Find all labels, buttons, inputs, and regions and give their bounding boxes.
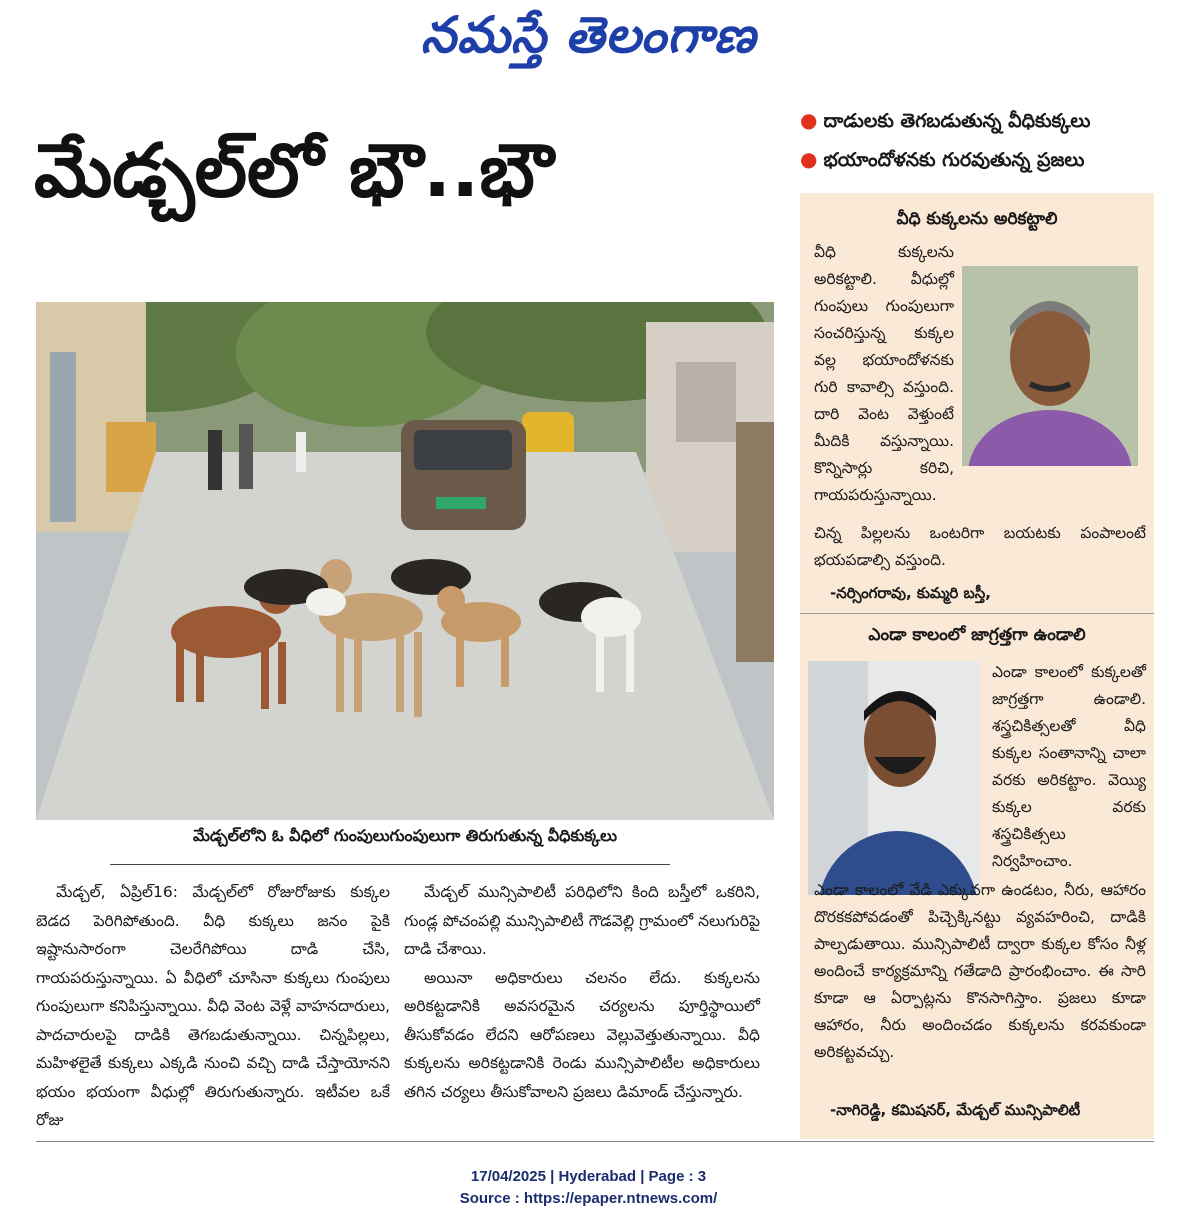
newspaper-masthead: నమస్తే తెలంగాణ bbox=[420, 6, 757, 64]
page-headline: మేడ్చల్‌లో భౌ..భౌ bbox=[34, 128, 554, 214]
sidebar-signature: -నాగిరెడ్డి, కమిషనర్, మేడ్చల్ మున్సిపాలిటీ bbox=[830, 1101, 1081, 1119]
sidebar-quote-continued: ఎండా కాలంలో వేడి ఎక్కువగా ఉండటం, నీరు, ఆహారం దొరకకపోవడంతో పిచ్చెక్కినట్టు వ్యవహరించి, దాడికి పాల్పడుతాయి. మున్సిపాలిటీ ద్వారా కుక్కల కోసం నీళ్ల అందించే కార్యక్రమాన్ని గతేడాది ప్రారంభించాం. ఈ సారి కూడా ఆ ఏర్పాట్లను కొనసాగిస్తాం. ప్రజలు కూడా ఆహారం, నీరు అందించడం కుక్కలను కరవకుండా అరికట్టవచ్చు. bbox=[814, 881, 1146, 1061]
photo-caption: మేడ్చల్‌లోని ఓ వీధిలో గుంపులుగుంపులుగా తిరుగుతున్న వీధికుక్కలు bbox=[192, 826, 618, 845]
article-column-2 bbox=[404, 878, 760, 1106]
highlight-bullet: ● దాడులకు తెగబడుతున్న వీధికుక్కలు bbox=[800, 108, 1091, 132]
footer-source-link[interactable]: Source : https://epaper.ntnews.com/ bbox=[459, 1190, 718, 1207]
sidebar-divider bbox=[800, 613, 1154, 614]
sidebar-quote-continued: చిన్న పిల్లలను ఒంటరిగా బయటకు పంపాలంటే భయపడాల్సి వస్తుంది. bbox=[814, 524, 1146, 569]
commissioner-photo bbox=[808, 661, 980, 895]
article-column-1 bbox=[36, 878, 390, 1135]
bullet-dot-icon: ● bbox=[800, 108, 818, 132]
sidebar-quote: ఎండా కాలంలో కుక్కలతో జాగ్రత్తగా ఉండాలి. శస్త్రచికిత్సలతో వీధి కుక్కల సంతానాన్ని చాలా వరకు అరికట్టాం. వెయ్యి కుక్కల వరకు శస్త్రచికిత్సలు నిర్వహించాం. bbox=[992, 663, 1146, 870]
article-paragraph: మేడ్చల్ మున్సిపాలిటీ పరిధిలోని కింది బస్తీలో ఒకరిని, గుండ్ల పోచంపల్లి మున్సిపాలిటీ గౌడవెల్లి గ్రామంలో నలుగురిపై దాడి చేశాయి. bbox=[404, 883, 760, 958]
citizen-photo bbox=[962, 266, 1138, 466]
sidebar-heading: ఎండా కాలంలో జాగ్రత్తగా ఉండాలి bbox=[868, 625, 1086, 645]
street-dogs-photo bbox=[36, 302, 774, 820]
bullet-dot-icon: ● bbox=[800, 147, 818, 171]
sidebar-quote: వీధి కుక్కలను అరికట్టాలి. వీధుల్లో గుంపులు గుంపులుగా సంచరిస్తున్న కుక్కల వల్ల భయాందోళనకు గురి కావాల్సి వస్తుంది. దారి వెంట వెళ్తుంటే మీదికి వస్తున్నాయి. కొన్నిసార్లు కరిచి, గాయపరుస్తున్నాయి. bbox=[814, 243, 954, 504]
highlight-bullet: ● భయాందోళనకు గురవుతున్న ప్రజలు bbox=[800, 147, 1085, 171]
article-paragraph: మేడ్చల్, ఏప్రిల్16: మేడ్చల్‌లో రోజురోజుకు కుక్కల బెడద పెరిగిపోతుంది. వీధి కుక్కలు జనం పైకి ఇష్టానుసారంగా చెలరేగిపోయి దాడి చేసి, గాయపరుస్తున్నాయి. ఏ వీధిలో చూసినా కుక్కలు గుంపులు గుంపులుగా కనిపిస్తున్నాయి. వీధి వెంట వెళ్లే వాహనదారులు, పాదచారులపై దాడికి తెగబడుతున్నాయి. చిన్నపిల్లలు, మహిళలైతే కుక్కలు ఎక్కడి నుంచి వచ్చి దాడి చేస్తాయోనని భయం భయంగా వీధుల్లో తిరుగుతున్నారు. ఇటీవల ఒకే రోజు bbox=[36, 883, 390, 1129]
caption-divider bbox=[110, 864, 670, 865]
footer-date-edition: 17/04/2025 | Hyderabad | Page : 3 bbox=[470, 1168, 707, 1185]
article-paragraph: అయినా అధికారులు చలనం లేదు. కుక్కలను అరికట్టడానికి అవసరమైన చర్యలను పూర్తిస్థాయిలో తీసుకోవడం లేదని ఆరోపణలు వెల్లువెత్తుతున్నాయి. వీధి కుక్కలను అరికట్టడానికి రెండు మున్సిపాలిటీల అధికారులు తగిన చర్యలు తీసుకోవాలని ప్రజలు డిమాండ్ చేస్తున్నారు. bbox=[404, 968, 760, 1101]
sidebar-heading: వీధి కుక్కలను అరికట్టాలి bbox=[896, 209, 1058, 229]
highlight-bullets bbox=[800, 108, 1160, 186]
sidebar-signature: -నర్సింగరావు, కుమ్మరి బస్తీ, bbox=[830, 584, 991, 602]
opinion-sidebar bbox=[800, 193, 1154, 1139]
page-bottom-divider bbox=[36, 1141, 1154, 1142]
